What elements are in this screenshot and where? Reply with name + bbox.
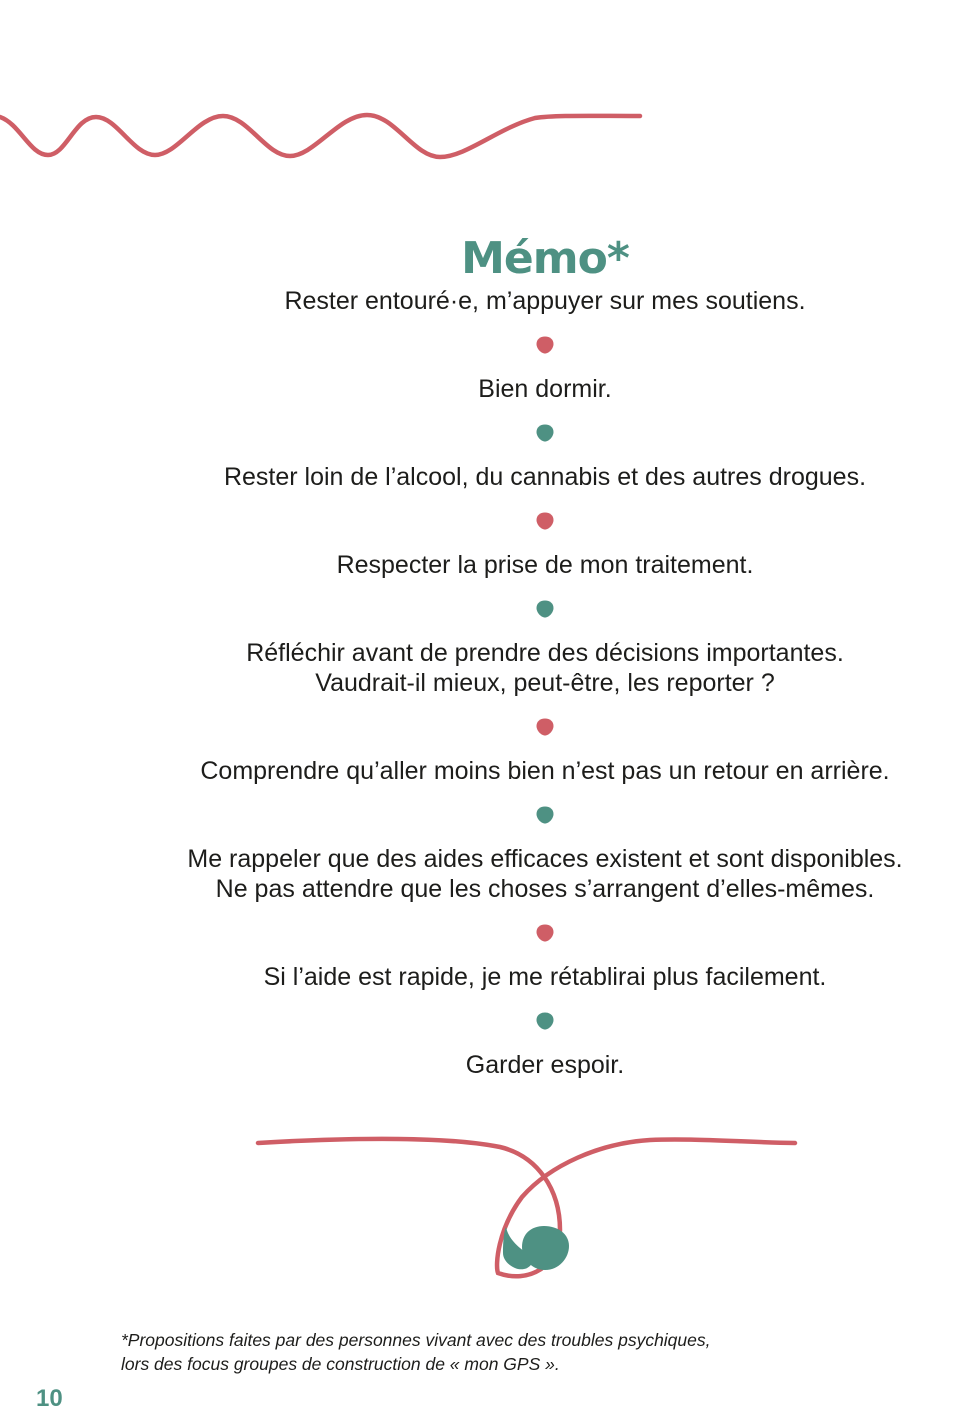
page-number: 10	[36, 1385, 63, 1412]
memo-text: Réfléchir avant de prendre des décisions importantes.	[246, 639, 844, 667]
memo-text: Rester entouré·e, m’appuyer sur mes soutiens.	[284, 287, 806, 315]
memo-item	[125, 1050, 964, 1080]
footnote-line: *Propositions faites par des personnes vivant avec des troubles psychiques,	[121, 1330, 711, 1350]
bullet-separator	[125, 580, 964, 638]
loop-decoration	[250, 1125, 810, 1295]
memo-item	[125, 286, 964, 316]
bullet-separator	[125, 404, 964, 462]
drop-bullet-icon	[535, 717, 555, 737]
memo-text: Si l’aide est rapide, je me rétablirai plus facilement.	[263, 963, 827, 991]
drop-bullet-icon	[535, 805, 555, 825]
memo-text: Respecter la prise de mon traitement.	[336, 551, 754, 579]
bullet-separator	[125, 904, 964, 962]
bullet-separator	[125, 992, 964, 1050]
memo-text: Garder espoir.	[465, 1051, 625, 1079]
memo-item	[125, 962, 964, 992]
memo-item	[125, 638, 964, 698]
bullet-separator	[125, 698, 964, 756]
drop-bullet-icon	[535, 511, 555, 531]
memo-item	[125, 550, 964, 580]
drop-bullet-icon	[535, 599, 555, 619]
memo-item	[125, 844, 964, 904]
footnote	[121, 1328, 881, 1376]
bullet-separator	[125, 786, 964, 844]
bullet-separator	[125, 492, 964, 550]
memo-text: Ne pas attendre que les choses s’arrangent d’elles-mêmes.	[215, 875, 875, 903]
bullet-separator	[125, 316, 964, 374]
drop-icon	[522, 1226, 569, 1270]
drop-bullet-icon	[535, 923, 555, 943]
memo-text: Bien dormir.	[478, 375, 612, 403]
footnote-line: lors des focus groupes de construction de « mon GPS ».	[121, 1354, 560, 1374]
memo-item	[125, 462, 964, 492]
memo-text: Me rappeler que des aides efficaces existent et sont disponibles.	[187, 845, 903, 873]
memo-text: Comprendre qu’aller moins bien n’est pas un retour en arrière.	[200, 757, 890, 785]
memo-item	[125, 374, 964, 404]
drop-bullet-icon	[535, 335, 555, 355]
memo-text: Rester loin de l’alcool, du cannabis et des autres drogues.	[223, 463, 867, 491]
drop-bullet-icon	[535, 423, 555, 443]
drop-bullet-icon	[535, 1011, 555, 1031]
wave-decoration	[0, 100, 650, 170]
memo-item	[125, 756, 964, 786]
memo-text: Vaudrait-il mieux, peut-être, les reporter ?	[315, 669, 775, 697]
page-title: Mémo*	[461, 233, 629, 285]
memo-list	[125, 286, 964, 1080]
